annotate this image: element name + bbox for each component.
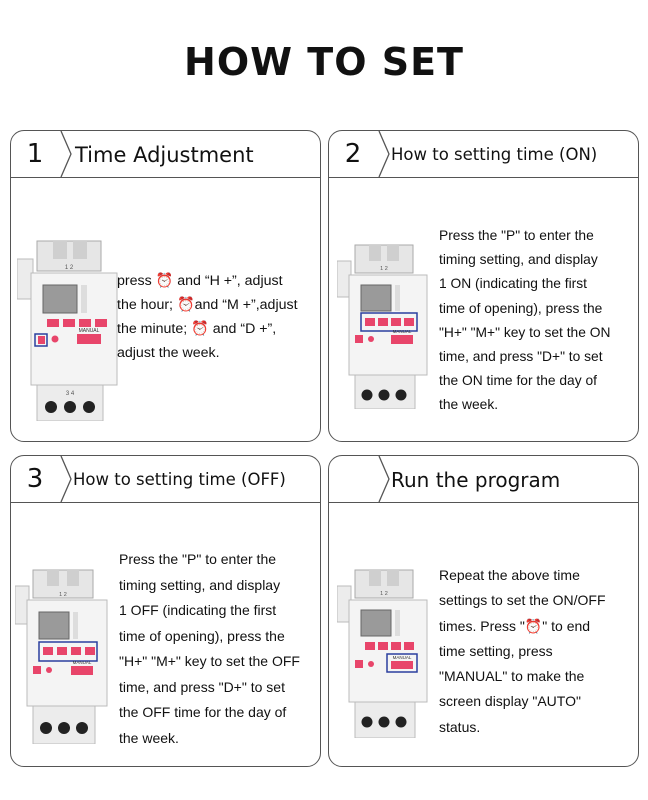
manual-label: MANUAL bbox=[392, 655, 412, 660]
header-divider-icon bbox=[377, 131, 391, 177]
step-instructions: Press the "P" to enter the timing setting, and display 1 ON (indicating the first time of opening), press the "H+" "M+" key to set the ON time, and press "D+" to set the ON time for the day of the week. bbox=[439, 228, 611, 413]
page-title: HOW TO SET bbox=[184, 40, 464, 84]
step-instructions: Press the "P" to enter the timing setting, and display 1 OFF (indicating the first time of opening), press the "H+" "M+" key to set the OFF time, and press "D+" to set the OFF time for the day of the week. bbox=[119, 551, 300, 746]
card-setting-time-off bbox=[10, 455, 321, 767]
step-title: How to setting time (OFF) bbox=[73, 470, 286, 489]
timer-switch-device bbox=[337, 568, 429, 738]
step-number: 2 bbox=[344, 139, 362, 169]
step-number: 3 bbox=[26, 464, 44, 494]
step-title: Run the program bbox=[391, 468, 561, 492]
manual-label: MANUAL bbox=[78, 328, 100, 334]
card-header bbox=[329, 456, 638, 503]
card-run-program bbox=[328, 455, 639, 767]
step-instructions: press ⏰ and “H +”, adjust the hour; ⏰and “M +”,adjust the minute; ⏰ and “D +”, adjust the week. bbox=[117, 273, 298, 361]
card-time-adjustment bbox=[10, 130, 321, 442]
terminal-top-label: 1 2 bbox=[380, 591, 388, 597]
header-divider-icon bbox=[59, 131, 73, 177]
timer-switch-device bbox=[15, 568, 109, 744]
step-instructions: Repeat the above time settings to set the ON/OFF times. Press "⏰" to end time setting, press "MANUAL" to make the screen display "AUTO" status. bbox=[439, 567, 606, 735]
header-divider-icon bbox=[59, 456, 73, 502]
card-header bbox=[11, 131, 320, 178]
step-title: Time Adjustment bbox=[75, 143, 254, 167]
step-title: How to setting time (ON) bbox=[391, 145, 598, 164]
terminal-top-label: 1 2 bbox=[64, 265, 74, 271]
manual-label: MANUAL bbox=[392, 329, 412, 334]
header-divider-icon bbox=[377, 456, 391, 502]
manual-label: MANUAL bbox=[72, 660, 92, 665]
terminal-top-label: 1 2 bbox=[380, 266, 388, 272]
card-header bbox=[329, 131, 638, 178]
terminal-bottom-label: 3 4 bbox=[65, 391, 75, 397]
step-number: 1 bbox=[26, 139, 44, 169]
timer-switch-device bbox=[337, 243, 429, 409]
timer-switch-device bbox=[17, 237, 123, 421]
card-header bbox=[11, 456, 320, 503]
terminal-top-label: 1 2 bbox=[59, 592, 67, 598]
card-setting-time-on bbox=[328, 130, 639, 442]
step-number bbox=[329, 456, 377, 502]
